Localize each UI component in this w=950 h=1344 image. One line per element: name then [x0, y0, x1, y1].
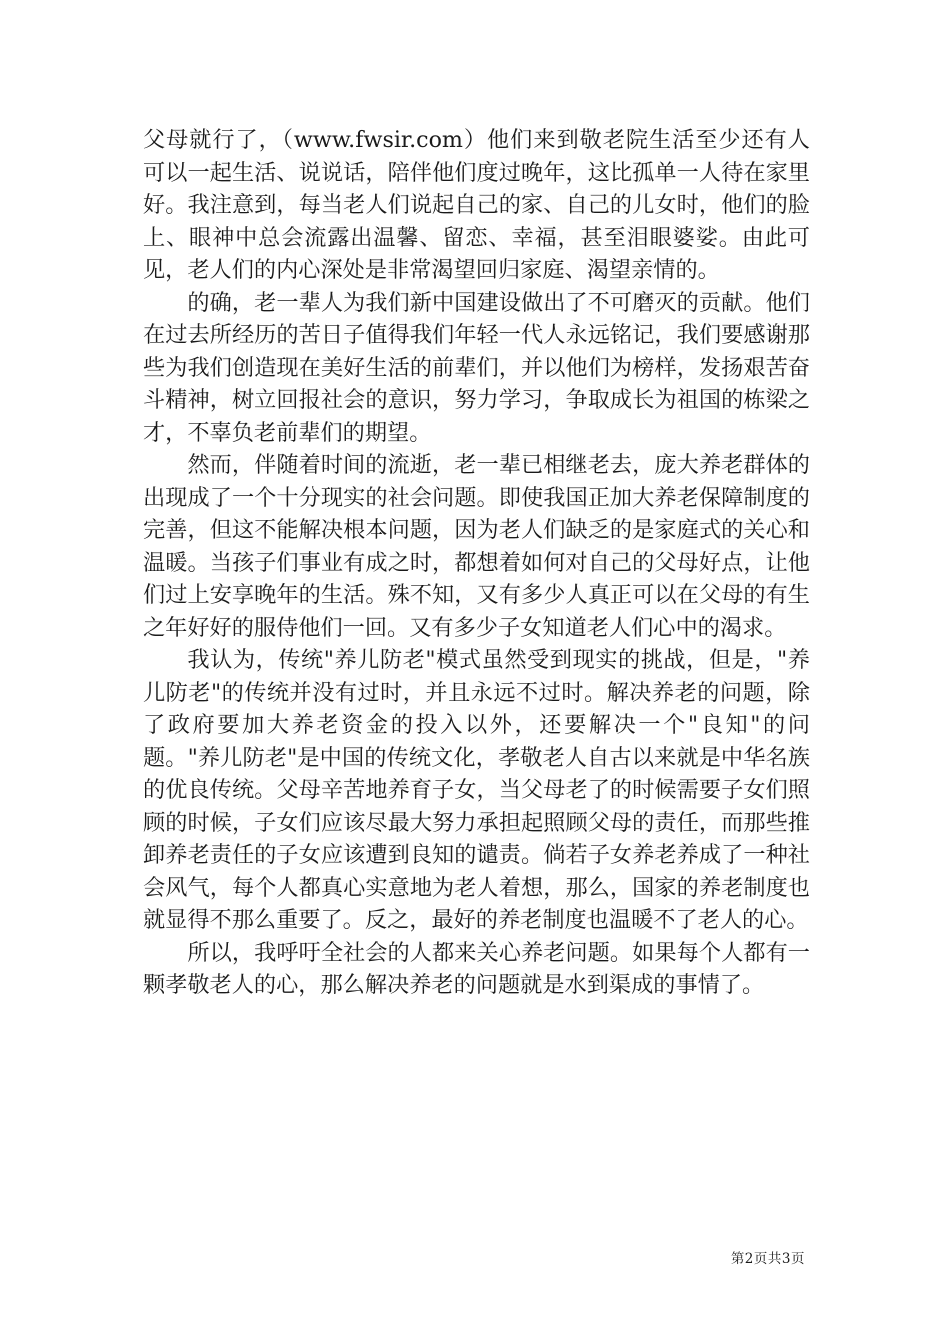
- paragraph-3: 然而，伴随着时间的流逝，老一辈已相继老去，庞大养老群体的出现成了一个十分现实的社会问题。即使我国正加大养老保障制度的完善，但这不能解决根本问题，因为老人们缺乏的是家庭式的关心和温暖。当孩子们事业有成之时，都想着如何对自己的父母好点，让他们过上安享晚年的生活。殊不知，又有多少人真正可以在父母的有生之年好好的服侍他们一回。又有多少子女知道老人们心中的渴求。: [143, 452, 810, 641]
- page-number-footer: 第2页共3页: [730, 1251, 805, 1267]
- paragraph-1: 父母就行了，（www.fwsir.com）他们来到敬老院生活至少还有人可以一起生活、说说话，陪伴他们度过晚年，这比孤单一人待在家里好。我注意到，每当老人们说起自己的家、自己的儿女时，他们的脸上、眼神中总会流露出温馨、留恋、幸福，甚至泪眼婆娑。由此可见，老人们的内心深处是非常渴望回归家庭、渴望亲情的。: [143, 127, 810, 283]
- document-body: [143, 124, 810, 1002]
- paragraph-2: 的确，老一辈人为我们新中国建设做出了不可磨灭的贡献。他们在过去所经历的苦日子值得我们年轻一代人永远铭记，我们要感谢那些为我们创造现在美好生活的前辈们，并以他们为榜样，发扬艰苦奋斗精神，树立回报社会的意识，努力学习，争取成长为祖国的栋梁之才，不辜负老前辈们的期望。: [143, 289, 810, 446]
- paragraph-5: 所以，我呼吁全社会的人都来关心养老问题。如果每个人都有一颗孝敬老人的心，那么解决养老的问题就是水到渠成的事情了。: [143, 939, 810, 998]
- paragraph-4: 我认为，传统"养儿防老"模式虽然受到现实的挑战，但是，"养儿防老"的传统并没有过时，并且永远不过时。解决养老的问题，除了政府要加大养老资金的投入以外，还要解决一个"良知"的问题。"养儿防老"是中国的传统文化，孝敬老人自古以来就是中华名族的优良传统。父母辛苦地养育子女，当父母老了的时候需要子女们照顾的时候，子女们应该尽最大努力承担起照顾父母的责任，而那些推卸养老责任的子女应该遭到良知的谴责。倘若子女养老养成了一种社会风气，每个人都真心实意地为老人着想，那么，国家的养老制度也就显得不那么重要了。反之，最好的养老制度也温暖不了老人的心。: [143, 647, 810, 933]
